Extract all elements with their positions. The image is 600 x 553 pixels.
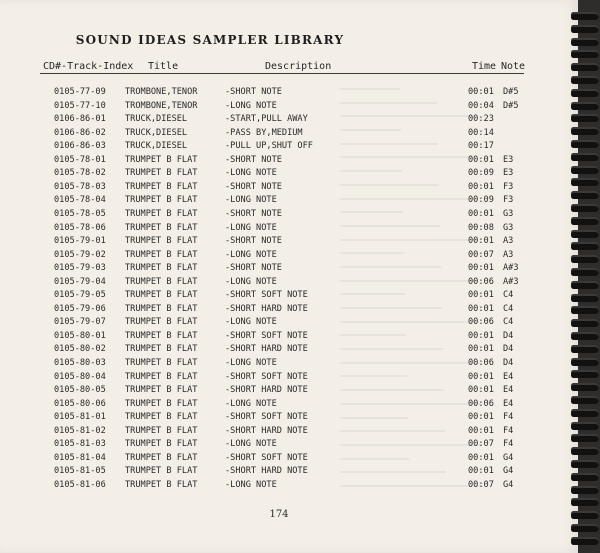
cell-description: -LONG NOTE <box>225 249 277 260</box>
cell-note: E4 <box>503 371 514 382</box>
cell-title: TRUMPET B FLAT <box>125 317 198 328</box>
table-row <box>0 439 578 452</box>
cell-description: -SHORT NOTE <box>225 181 282 192</box>
spiral-coil <box>571 524 599 532</box>
spiral-coil <box>571 63 599 71</box>
column-header-code: CD#-Track-Index <box>43 61 134 72</box>
cell-note: A3 <box>503 249 514 260</box>
table-row <box>0 426 578 439</box>
cell-time: 00:01 <box>468 330 494 341</box>
cell-time: 00:01 <box>468 466 494 477</box>
cell-time: 00:01 <box>468 263 494 274</box>
page-number: 174 <box>269 509 289 520</box>
cell-time: 00:01 <box>468 236 494 247</box>
table-row <box>0 128 578 141</box>
spiral-coil <box>571 178 599 186</box>
cell-code: 0106-86-02 <box>54 127 106 138</box>
cell-note: A#3 <box>503 276 519 287</box>
spiral-coil <box>571 255 599 263</box>
cell-description: -SHORT HARD NOTE <box>225 425 308 436</box>
table-row <box>0 277 578 290</box>
spiral-coil <box>571 498 599 506</box>
cell-time: 00:09 <box>468 195 494 206</box>
cell-title: TRUMPET B FLAT <box>125 344 198 355</box>
cell-description: -LONG NOTE <box>225 100 277 111</box>
cell-title: TRUMPET B FLAT <box>125 290 198 301</box>
cell-time: 00:01 <box>468 181 494 192</box>
cell-description: -LONG NOTE <box>225 276 277 287</box>
spiral-coil <box>571 486 599 494</box>
cell-code: 0105-79-01 <box>54 236 106 247</box>
cell-description: -SHORT HARD NOTE <box>225 385 308 396</box>
cell-title: TRUMPET B FLAT <box>125 358 198 368</box>
table-row <box>0 263 578 276</box>
table-row <box>0 168 578 181</box>
spiral-coil <box>571 166 599 174</box>
cell-title: TRUMPET B FLAT <box>125 371 198 382</box>
cell-title: TRUMPET B FLAT <box>125 195 198 206</box>
cell-note: F3 <box>503 195 514 206</box>
cell-description: -SHORT NOTE <box>225 208 282 219</box>
spiral-coil <box>571 50 599 58</box>
cell-note: F3 <box>503 181 514 192</box>
cell-code: 0105-81-04 <box>54 452 106 463</box>
spiral-coil <box>571 38 599 46</box>
spiral-coil <box>571 204 599 212</box>
column-header-time: Time <box>472 61 497 72</box>
table-row <box>0 358 578 371</box>
spiral-coil <box>571 447 599 455</box>
cell-note: E3 <box>503 168 514 179</box>
cell-time: 00:01 <box>468 344 494 355</box>
spiral-coil <box>571 102 599 110</box>
cell-time: 00:01 <box>468 425 494 436</box>
cell-code: 0105-80-02 <box>54 344 106 355</box>
cell-code: 0106-86-03 <box>54 141 106 152</box>
cell-title: TRUMPET B FLAT <box>125 303 198 314</box>
cell-code: 0105-79-02 <box>54 249 106 260</box>
cell-code: 0105-80-05 <box>54 385 106 396</box>
spiral-coil <box>571 370 599 378</box>
table-row <box>0 480 578 493</box>
spiral-coil <box>571 268 599 276</box>
cell-title: TRUMPET B FLAT <box>125 236 198 247</box>
cell-note: D4 <box>503 330 514 341</box>
cell-note: C4 <box>503 303 514 314</box>
table-row <box>0 399 578 412</box>
cell-description: -LONG NOTE <box>225 358 277 368</box>
cell-description: -SHORT NOTE <box>225 87 282 97</box>
cell-description: -SHORT SOFT NOTE <box>225 371 308 382</box>
cell-code: 0105-78-03 <box>54 181 106 192</box>
cell-description: -SHORT SOFT NOTE <box>225 330 308 341</box>
cell-description: -SHORT HARD NOTE <box>225 466 308 477</box>
cell-title: TROMBONE,TENOR <box>125 87 198 97</box>
spiral-coil <box>571 127 599 135</box>
cell-time: 00:07 <box>468 439 494 450</box>
spiral-coil <box>571 537 599 545</box>
cell-time: 00:07 <box>468 249 494 260</box>
cell-title: TRUMPET B FLAT <box>125 154 198 165</box>
cell-code: 0105-80-01 <box>54 330 106 341</box>
cell-note: C4 <box>503 317 514 328</box>
cell-time: 00:01 <box>468 452 494 463</box>
cell-description: -LONG NOTE <box>225 222 277 233</box>
cell-code: 0105-79-04 <box>54 276 106 287</box>
cell-code: 0105-81-06 <box>54 479 106 490</box>
spiral-coil <box>571 409 599 417</box>
spiral-coil <box>571 345 599 353</box>
cell-time: 00:23 <box>468 114 494 125</box>
cell-title: TRUMPET B FLAT <box>125 439 198 450</box>
cell-title: TRUMPET B FLAT <box>125 330 198 341</box>
cell-description: -LONG NOTE <box>225 195 277 206</box>
cell-time: 00:01 <box>468 154 494 165</box>
cell-note: E4 <box>503 398 514 409</box>
spiral-coil <box>571 396 599 404</box>
cell-time: 00:06 <box>468 317 494 328</box>
cell-note: G3 <box>503 208 514 219</box>
table-row <box>0 304 578 317</box>
cell-time: 00:06 <box>468 276 494 287</box>
spiral-coil <box>571 306 599 314</box>
spiral-coil <box>571 332 599 340</box>
spiral-coil <box>571 230 599 238</box>
cell-description: -SHORT NOTE <box>225 236 282 247</box>
spiral-coil <box>571 153 599 161</box>
cell-title: TRUMPET B FLAT <box>125 385 198 396</box>
spiral-coil <box>571 217 599 225</box>
spiral-coil <box>571 294 599 302</box>
cell-title: TRUMPET B FLAT <box>125 466 198 477</box>
cell-time: 00:01 <box>468 290 494 301</box>
cell-code: 0106-86-01 <box>54 114 106 125</box>
cell-title: TRUMPET B FLAT <box>125 398 198 409</box>
cell-title: TRUMPET B FLAT <box>125 168 198 179</box>
table-row <box>0 372 578 385</box>
spiral-coil <box>571 25 599 33</box>
table-row <box>0 236 578 249</box>
cell-code: 0105-78-05 <box>54 208 106 219</box>
cell-title: TRUMPET B FLAT <box>125 208 198 219</box>
cell-time: 00:06 <box>468 398 494 409</box>
cell-code: 0105-77-09 <box>54 87 106 97</box>
cell-description: -LONG NOTE <box>225 168 277 179</box>
spiral-coil <box>571 12 599 20</box>
table-row <box>0 182 578 195</box>
cell-description: -START,PULL AWAY <box>225 114 308 125</box>
cell-description: -SHORT HARD NOTE <box>225 344 308 355</box>
spiral-coil <box>571 422 599 430</box>
cell-note: A3 <box>503 236 514 247</box>
table-row <box>0 317 578 330</box>
cell-note: D#5 <box>503 100 519 111</box>
spiral-coil <box>571 358 599 366</box>
cell-title: TRUMPET B FLAT <box>125 222 198 233</box>
cell-time: 00:01 <box>468 412 494 423</box>
cell-title: TRUMPET B FLAT <box>125 452 198 463</box>
cell-code: 0105-78-04 <box>54 195 106 206</box>
spiral-coil <box>571 383 599 391</box>
table-row <box>0 344 578 357</box>
cell-time: 00:17 <box>468 141 494 152</box>
table-row <box>0 250 578 263</box>
cell-title: TRUMPET B FLAT <box>125 181 198 192</box>
spiral-coil <box>571 434 599 442</box>
spiral-coil <box>571 140 599 148</box>
cell-note: F4 <box>503 412 514 423</box>
spiral-coil <box>571 242 599 250</box>
cell-code: 0105-78-02 <box>54 168 106 179</box>
spiral-coil <box>571 460 599 468</box>
cell-note: D#5 <box>503 87 519 97</box>
table-row <box>0 101 578 114</box>
cell-code: 0105-79-03 <box>54 263 106 274</box>
spiral-coil <box>571 89 599 97</box>
cell-title: TRUMPET B FLAT <box>125 276 198 287</box>
cell-code: 0105-79-05 <box>54 290 106 301</box>
spiral-coil <box>571 511 599 519</box>
cell-code: 0105-78-06 <box>54 222 106 233</box>
table-row <box>0 331 578 344</box>
cell-title: TRUCK,DIESEL <box>125 141 188 152</box>
cell-note: C4 <box>503 290 514 301</box>
cell-code: 0105-81-01 <box>54 412 106 423</box>
cell-title: TROMBONE,TENOR <box>125 100 198 111</box>
cell-note: E3 <box>503 154 514 165</box>
spiral-coil <box>571 191 599 199</box>
cell-time: 00:01 <box>468 385 494 396</box>
column-header-title: Title <box>148 61 179 72</box>
cell-description: -SHORT NOTE <box>225 154 282 165</box>
table-row <box>0 466 578 479</box>
cell-title: TRUMPET B FLAT <box>125 425 198 436</box>
cell-code: 0105-80-06 <box>54 398 106 409</box>
cell-description: -LONG NOTE <box>225 479 277 490</box>
cell-note: D4 <box>503 358 514 368</box>
cell-code: 0105-80-03 <box>54 358 106 368</box>
cell-time: 00:14 <box>468 127 494 138</box>
cell-description: -LONG NOTE <box>225 398 277 409</box>
cell-description: -PASS BY,MEDIUM <box>225 127 303 138</box>
cell-description: -LONG NOTE <box>225 439 277 450</box>
cell-note: G3 <box>503 222 514 233</box>
cell-description: -SHORT NOTE <box>225 263 282 274</box>
cell-title: TRUMPET B FLAT <box>125 263 198 274</box>
cell-time: 00:01 <box>468 303 494 314</box>
table-row <box>0 87 578 100</box>
cell-description: -LONG NOTE <box>225 317 277 328</box>
cell-time: 00:07 <box>468 479 494 490</box>
cell-note: G4 <box>503 452 514 463</box>
cell-time: 00:01 <box>468 371 494 382</box>
cell-code: 0105-81-03 <box>54 439 106 450</box>
cell-title: TRUMPET B FLAT <box>125 412 198 423</box>
cell-note: G4 <box>503 479 514 490</box>
cell-title: TRUCK,DIESEL <box>125 127 188 138</box>
cell-title: TRUCK,DIESEL <box>125 114 188 125</box>
cell-description: -SHORT SOFT NOTE <box>225 452 308 463</box>
cell-code: 0105-79-07 <box>54 317 106 328</box>
cell-code: 0105-81-02 <box>54 425 106 436</box>
cell-code: 0105-80-04 <box>54 371 106 382</box>
spiral-binding <box>571 12 600 552</box>
column-header-description: Description <box>265 61 332 72</box>
cell-time: 00:08 <box>468 222 494 233</box>
cell-time: 00:04 <box>468 100 494 111</box>
cell-title: TRUMPET B FLAT <box>125 479 198 490</box>
cell-note: F4 <box>503 425 514 436</box>
cell-code: 0105-77-10 <box>54 100 106 111</box>
cell-code: 0105-79-06 <box>54 303 106 314</box>
cell-description: -PULL UP,SHUT OFF <box>225 141 313 152</box>
column-header-note: Note <box>501 61 526 72</box>
cell-note: E4 <box>503 385 514 396</box>
table-row <box>0 155 578 168</box>
spiral-coil <box>571 281 599 289</box>
spiral-coil <box>571 319 599 327</box>
page-title: SOUND IDEAS SAMPLER LIBRARY <box>75 33 345 47</box>
cell-time: 00:01 <box>468 208 494 219</box>
cell-description: -SHORT HARD NOTE <box>225 303 308 314</box>
table-row <box>0 209 578 222</box>
cell-time: 00:06 <box>468 358 494 368</box>
cell-description: -SHORT SOFT NOTE <box>225 412 308 423</box>
spiral-coil <box>571 76 599 84</box>
cell-note: G4 <box>503 466 514 477</box>
table-row <box>0 141 578 154</box>
cell-note: A#3 <box>503 263 519 274</box>
table-row <box>0 412 578 425</box>
cell-time: 00:01 <box>468 87 494 97</box>
cell-note: F4 <box>503 439 514 450</box>
table-row <box>0 114 578 127</box>
cell-code: 0105-81-05 <box>54 466 106 477</box>
cell-description: -SHORT SOFT NOTE <box>225 290 308 301</box>
spiral-coil <box>571 473 599 481</box>
cell-note: D4 <box>503 344 514 355</box>
table-row <box>0 195 578 208</box>
spiral-coil <box>571 114 599 122</box>
cell-title: TRUMPET B FLAT <box>125 249 198 260</box>
table-row <box>0 223 578 236</box>
table-row <box>0 290 578 303</box>
table-row <box>0 453 578 466</box>
cell-code: 0105-78-01 <box>54 154 106 165</box>
table-row <box>0 385 578 398</box>
cell-time: 00:09 <box>468 168 494 179</box>
